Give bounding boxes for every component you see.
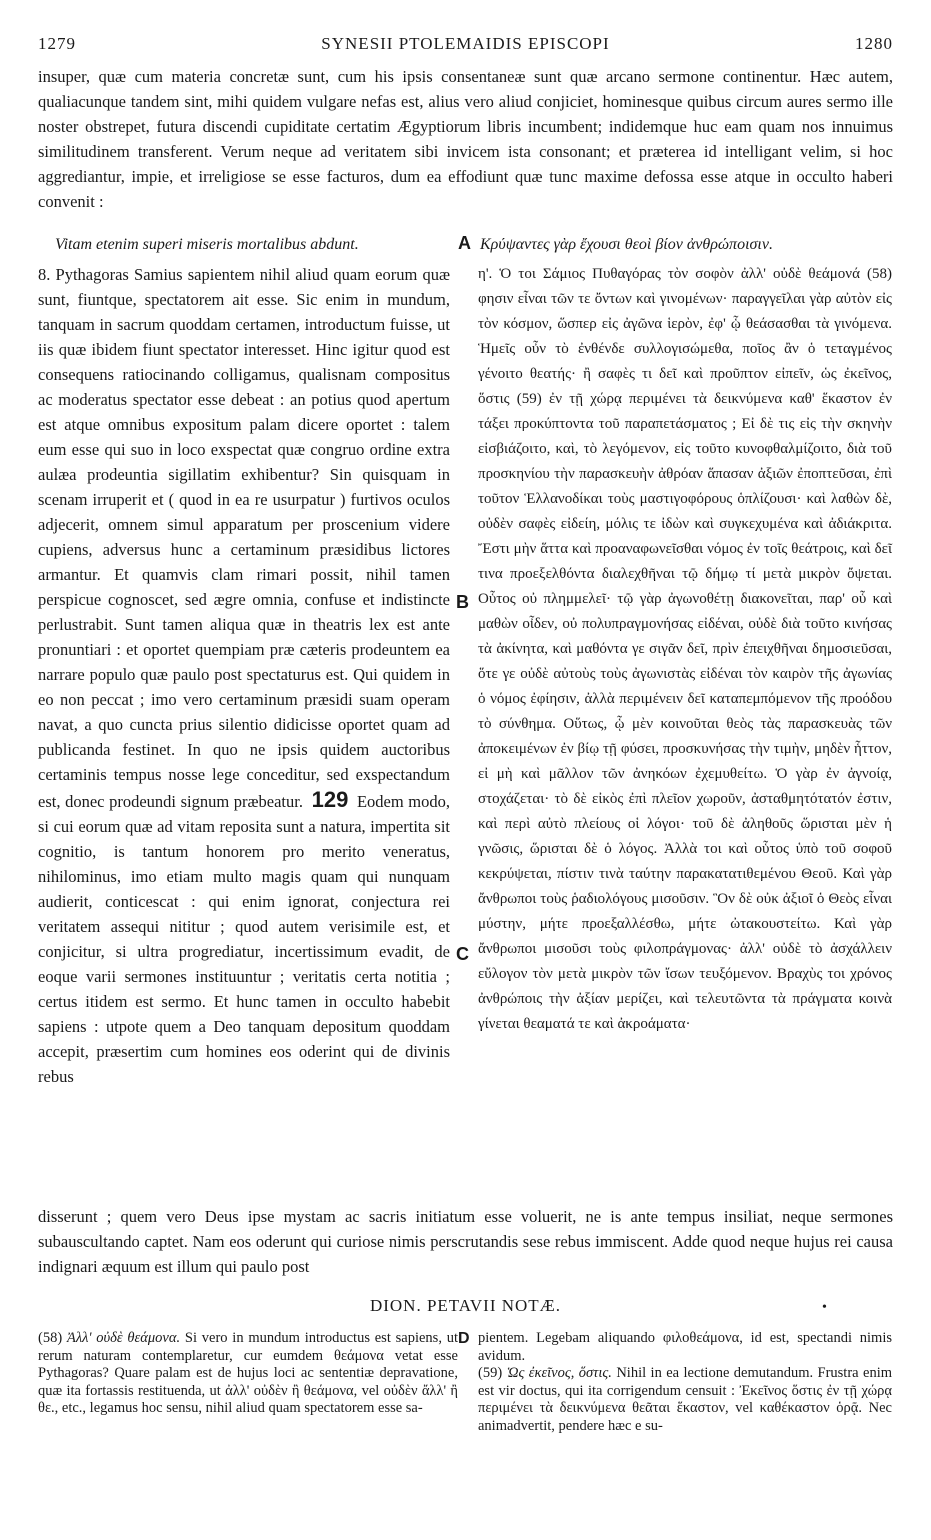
note-58-text: Si vero in mundum introductus est sapiens, ut rerum naturam contemplaretur, cur eumdem θεάμονα vetat esse Pythagoras? Quare palam est de hujus loci ac sententiæ depravatione, quæ ita fortassis restituenda, ut ἀλλ' οὐδὲν ἢ θεάμονα, vel οὐδὲν ἄλλ' ἢ θε., etc., legamus hoc sensu, nihil aliud quam spectatorem esse sa- <box>38 1330 459 1416</box>
margin-letter-a: A <box>458 233 471 253</box>
margin-letter-c: C <box>456 944 469 964</box>
note-58-lemma: Ἀλλ' οὐδὲ θεάμονα. <box>66 1330 181 1346</box>
latin-column <box>38 262 450 1089</box>
latin-column-text <box>38 262 450 1089</box>
note-58-continued: pientem. Legebam aliquando φιλοθεάμονα, id est, spectandi nimis avidum. <box>478 1330 892 1364</box>
verse-greek: Κρύψαντες γὰρ ἔχουσι θεοὶ βίον ἀνθρώποισιν. <box>480 236 773 253</box>
notes-heading: DION. PETAVII NOTÆ. <box>369 1296 562 1315</box>
note-59-label: (59) <box>478 1365 503 1381</box>
note-left-column <box>38 1330 458 1418</box>
page-number-right: 1280 <box>855 34 893 53</box>
margin-letter-d: D <box>458 1330 470 1347</box>
bottom-paragraph <box>38 1204 893 1279</box>
latin-text-part1: 8. Pythagoras Samius sapientem nihil aliud quam eorum quæ sunt, fiuntque, spectatorem ait esse. Sic enim in mundum, tanquam in sacrum quoddam certamen, introductum fuisse, ut iis quæ ibidem fiunt spectator interesset. Hinc igitur quod est consequens ratiocinando colligamus, qualisnam compositus ac moderatus spectator esse debeat : an potius quod apertum est atque omnibus expositum palam dicere oportet : talem eum esse qui suo in loco exspectat quæ congruo ordine extra aulæa prodeuntia sigillatim exhibentur? Sin quisquam in scenam irruperit et ( quod in ea re usurpatur ) furtivos oculos adjecerit, omnem simul apparatum per proscenium videre cupiens, adversus hunc a certaminum præsidibus lictores armantur. Et quamvis clam rimari possit, nihil tamen perspicue cognoscet, sed ægre omnia, confuse et indistincte perlustrabit. Sunt tamen aliqua quæ in theatris lex est ante pronuntiari : et oportet quempiam præ cæteris prodeuntem ea narrare populo quæ paulo post spectaturus est. Qui quidem in eo non peccat ; imo vero certaminum præsidi suam operam navat, a quo cuncta prius silentio didicisse oportet quam ad publicanda festinet. In quo ne ipsis quidem auctoribus certaminis tempus nosse lege conceditur, sed exspectandum est, donec prodeundi signum præbeatur. <box>38 265 450 811</box>
note-59-text: Nihil in ea lectione demutandum. Frustra enim est vir doctus, qui ita corrigendum censuit : Ἐκεῖνος ὅστις ἐν τῇ χώρᾳ περιμένει τὰ δεικνύμενα θεᾶται ἕκαστον, vel καθέκαστον ὁρᾷ. Nec animadvertit, pendere hæc e su- <box>478 1365 893 1434</box>
running-title: SYNESII PTOLEMAIDIS EPISCOPI <box>321 34 610 53</box>
column-number: 129 <box>311 787 349 812</box>
greek-column <box>478 262 892 1037</box>
note-right-column <box>478 1330 892 1435</box>
verse-latin: Vitam etenim superi miseris mortalibus abdunt. <box>55 236 359 253</box>
note-58-label: (58) <box>38 1330 63 1346</box>
top-paragraph <box>38 64 893 214</box>
note-59 <box>478 1365 892 1435</box>
page-number-left: 1279 <box>38 34 76 53</box>
bottom-paragraph-text: disserunt ; quem vero Deus ipse mystam ac sacris initiatum esse voluerit, ne is ante tempus insiliat, neque sermones subauscultando captet. Nam eos oderunt qui curiose nimis perscrutandis sese rebus immiscent. Adde quod neque hujus rei causa indignari æquum est illum qui paulo post <box>38 1207 893 1276</box>
bullet-mark: • <box>822 1300 827 1315</box>
margin-letter-b: B <box>456 592 469 612</box>
greek-column-text: η'. Ὁ τοι Σάμιος Πυθαγόρας τὸν σοφὸν ἀλλ' οὐδὲ θεάμονά (58) φησιν εἶναι τῶν τε ὄντων καὶ γινομένων· παραγγεῖλαι γὰρ αὐτὸν εἰς τὸν κόσμον, ὥσπερ εἰς ἀγῶνα ἱερὸν, ἐφ' ᾧ θεάσασθαι τὰ γινόμενα. Ἡμεῖς οὖν τὸ ἐνθένδε συλλογισώμεθα, ποῖος ἂν ὁ τεταγμένος γένοιτο θεατής· ἢ σαφὲς τι δεῖ καὶ προῦπτον εἰπεῖν, ὡς ἐκεῖνος, ὅστις (59) ἐν τῇ χώρᾳ περιμένει τὰ δεικνύμενα καθ' ἕκαστον ἐν τάξει προκύπτοντα τοῦ παραπετάσματος ; Εἰ δὲ τις εἰς τὴν σκηνὴν εἰσβιάζοιτο, καὶ, τὸ λεγόμενον, εἰς τοῦτο κυνοφθαλμίζοιτο, διὰ τοῦ προσκηνίου τὴν παρασκευὴν ἀθρόαν ἅπασαν ἀξιῶν ἐποπτεῦσαι, ἐπὶ τοῦτον Ἑλλανοδίκαι τοὺς μαστιγοφόρους ὁπλίζουσι· καὶ λαθὼν δὲ, οὐδὲν σαφὲς εἰδείη, μόλις τε ἰδὼν καὶ συγκεχυμένα καὶ ἀδιάκριτα. Ἔστι μὴν ἅττα καὶ προαναφωνεῖσθαι νόμος ἐν τοῖς θεάτροις, καὶ δεῖ τινα προεξελθόντα διαλεχθῆναι τῷ δήμῳ τί μετὰ μικρὸν ὄψεται. Οὗτος οὐ πλημμελεῖ· τῷ γὰρ ἀγωνοθέτῃ διακονεῖται, παρ' οὗ καὶ μαθὼν οἶδεν, οὐ πολυπραγμονήσας εἰδέναι, οὐδὲ διὰ τοῦτο κινήσας τὰ ἀκίνητα, καὶ μαθόντα γε σιγᾶν δεῖ, πρὶν ἐπειχθῆναι δημοσιεῦσαι, ὅτε γε οὐδὲ αὐτοὺς τοὺς ἀγωνιστὰς εἰδέναι τὸν καιρὸν τῆς ἀγωνίας ὁ νόμος ἐφίησιν, ἀλλὰ περιμένειν δεῖ καταπεμπόμενον τῆς προόδου τὸ σύνθημα. Οὕτως, ᾧ μὲν κοινοῦται θεὸς τὰς παρασκευὰς τῶν ἀποκειμένων ἐν βίῳ τῇ φύσει, προσκυνήσας τὴν τιμὴν, μηδὲν ἧττον, εἰ μὴ καὶ μᾶλλον τῶν ἀνηκόων ἐχεμυθείτω. Ὁ γὰρ ἐν ἀγνοίᾳ, στοχάζεται· τὸ δὲ εἰκὸς ἐπὶ πλεῖον χωροῦν, ἀσταθμητότατόν ἐστιν, καὶ περὶ αὐτὸ πλείους οἱ λόγοι· τοῦ δὲ ἀληθοῦς ὥρισται μὲν ἡ γνῶσις, ὥρισται δὲ ὁ λόγος. Ἀλλὰ τοι καὶ οὗτος ὑπὸ τοῦ σοφοῦ κεκρύψεται, πίστιν τινὰ ταύτην παρακατατιθεμένου Θεοῦ. Καὶ γὰρ ἄνθρωποι τοὺς ῥαδιολόγους μισοῦσιν. Ὃν δὲ οὐκ ἀξιοῖ ὁ Θεὸς εἶναι μύστην, μήτε προεξαλλέσθω, μήτε ὠτακουστείτω. Καὶ γὰρ ἄνθρωποι μισοῦσι τοὺς φιλοπράγμονας· ἀλλ' οὐδὲ τὸ ἀσχάλλειν εὔλογον τὸν μετὰ μικρὸν τῶν ἴσων τευξόμενον. Βραχὺς τοι χρόνος ἀνθρώποις τὴν ἀξίαν μερίζει, καὶ τελευτῶντα τὰ πράγματα κοινὰ γίνεται θεαματά τε καὶ ἀκροάματα· <box>478 266 892 1032</box>
note-58 <box>38 1330 458 1418</box>
top-paragraph-text: insuper, quæ cum materia concretæ sunt, cum his ipsis consentaneæ sunt quæ arcano sermone continentur. Hæc autem, qualiacunque tandem sint, mihi quidem vulgare nefas est, alius vero aliud conjiciet, hominesque quibus circum aures sermo ille noster obstrepet, futura discendi cupiditate certatim Ægyptiorum libris incumbent; indidemque huc eam quam nos innuimus similitudinem transferent. Verum neque ad veritatem sibi invicem ista consonant; et præterea id intelligant velim, si hoc aggrediantur, impie, et irreligiose se esse facturos, dum ea effodiunt quæ tunc maxime defossa esse atque in occulto haberi convenit : <box>38 67 893 211</box>
page-header <box>38 34 893 60</box>
latin-text-part2: Eodem modo, si cui eorum quæ ad vitam reposita sunt a natura, impertita sit cognitio, is tantum honorem pro merito veneratus, nihilominus, imo etiam multo magis quam qui nunquam audierit, conticescat : qui enim ignorat, conjectura rei veritatem assequi nititur ; quod autem verisimile est, et conjicitur, si ultra progrediatur, incertissimum evadit, de eoque varii sermones instituuntur ; veritatis certa notitia ; certus itidem est sermo. Et hunc tamen in occulto habebit sapiens : utpote quem a Deo tanquam depositum quoddam accepit, præsertim cum homines eos oderint qui de divinis rebus <box>38 792 451 1086</box>
note-59-lemma: Ὡς ἐκεῖνος, ὅστις. <box>506 1365 612 1381</box>
